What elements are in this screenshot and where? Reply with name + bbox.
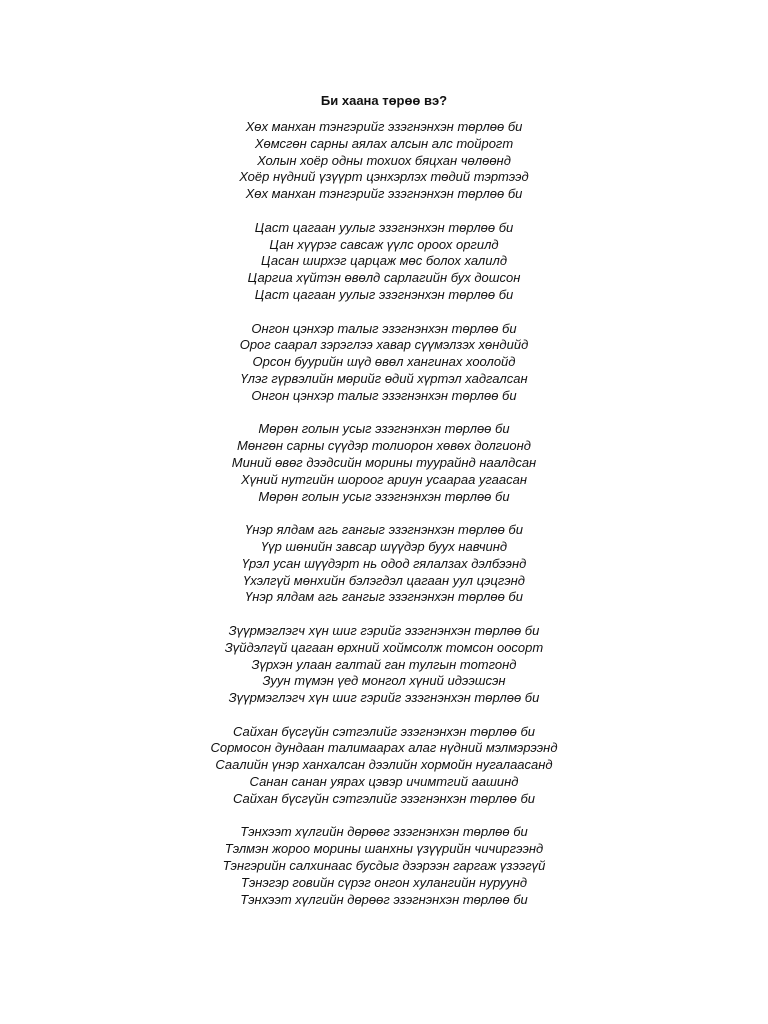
- poem-line: Зүрхэн улаан галтай ган тулгын тотгонд: [251, 656, 517, 672]
- poem-line: Холын хоёр одны тохиох бяцхан чөлөөнд: [257, 152, 511, 168]
- poem-line: Зүүрмэглэгч хүн шиг гэрийг эзэгнэнхэн төрлөө би: [228, 690, 540, 706]
- poem-line: Тэнэгэр говийн сүрэг онгон хулангийн нуруунд: [240, 874, 528, 890]
- poem-line: Үлэг гүрвэлийн мөрийг өдий хүртэл хадгалсан: [240, 370, 528, 386]
- poem-line: Мөрөн голын усыг эзэгнэнхэн төрлөө би: [258, 488, 510, 504]
- poem-line: Цаст цагаан уулыг эзэгнэнхэн төрлөө би: [254, 286, 514, 302]
- stanza: [0, 824, 768, 908]
- poem-line: Хүний нутгийн шороог ариун усаараа угаасан: [240, 471, 528, 487]
- poem-line: Сормосон дундаан талимаарах алаг нүдний мэлмэрээнд: [210, 740, 558, 756]
- stanza: [0, 119, 768, 203]
- poem-line: Зүйдэлгүй цагаан өрхний хоймсолж томсон оосорт: [224, 639, 544, 655]
- poem-line: Онгон цэнхэр талыг эзэгнэнхэн төрлөө би: [251, 320, 517, 336]
- poem-line: Орсон буурийн шүд өвөл хангинах хоолойд: [252, 354, 516, 370]
- poem-line: Хөх манхан тэнгэрийг эзэгнэнхэн төрлөө би: [245, 186, 523, 202]
- poem-line: Саалийн үнэр ханхалсан дээлийн хормойн нугалаасанд: [215, 757, 553, 773]
- poem-line: Зуун түмэн үед монгол хүний идээшсэн: [262, 673, 506, 689]
- poem-line: Үрэл усан шүүдэрт нь одод гялалзах дэлбээнд: [241, 555, 527, 571]
- poem-line: Царгиа хүйтэн өвөлд сарлагийн бух дошсон: [247, 270, 521, 286]
- stanza: [0, 522, 768, 606]
- poem-line: Үхэлгүй мөнхийн бэлэгдэл цагаан уул цэцгэнд: [243, 572, 525, 588]
- poem-line: Санан санан уярах цэвэр ичимтгий аашинд: [249, 774, 519, 790]
- poem-line: Тэлмэн жороо морины шанхны үзүүрийн чичиргээнд: [224, 841, 544, 857]
- poem-line: Орог саарал зэрэглээ хавар сүүмэлзэх хөндийд: [239, 337, 529, 353]
- poem-line: Сайхан бүсгүйн сэтгэлийг эзэгнэнхэн төрлөө би: [232, 723, 535, 739]
- poem-line: Зүүрмэглэгч хүн шиг гэрийг эзэгнэнхэн төрлөө би: [228, 622, 540, 638]
- poem-line: Миний өвөг дээдсийн морины туурайнд наалдсан: [231, 454, 537, 470]
- poem-line: Мөрөн голын усыг эзэгнэнхэн төрлөө би: [258, 421, 510, 437]
- poem-line: Үнэр ялдам агь гангыг эзэгнэнхэн төрлөө би: [245, 589, 523, 605]
- poem-line: Хөх манхан тэнгэрийг эзэгнэнхэн төрлөө би: [245, 119, 523, 134]
- poem-line: Онгон цэнхэр талыг эзэгнэнхэн төрлөө би: [251, 387, 517, 403]
- stanza: [0, 220, 768, 304]
- poem-line: Тэнгэрийн салхинаас бусдыг дээрээн гаргаж үзээгүй: [222, 858, 546, 874]
- poem-line: Цасан ширхэг царцаж мөс болох халилд: [260, 253, 508, 269]
- poem-line: Цан хүүрэг савсаж үүлс ороох оргилд: [269, 236, 499, 252]
- poem-line: Үнэр ялдам агь гангыг эзэгнэнхэн төрлөө би: [245, 522, 523, 538]
- poem-line: Тэнхээт хүлгийн дөрөөг эзэгнэнхэн төрлөө би: [240, 824, 528, 840]
- poem-line: Сайхан бүсгүйн сэтгэлийг эзэгнэнхэн төрлөө би: [232, 790, 535, 806]
- poem-line: Мөнгөн сарны сүүдэр толиорон хөвөх долгионд: [236, 438, 531, 454]
- stanza: [0, 724, 768, 808]
- stanza: [0, 421, 768, 505]
- poem-title: Би хаана төрөө вэ?: [320, 93, 448, 108]
- poem-line: Хоёр нүдний үзүүрт цэнхэрлэх төдий тэртээд: [239, 169, 529, 185]
- poem-line: Тэнхээт хүлгийн дөрөөг эзэгнэнхэн төрлөө би: [240, 891, 528, 907]
- poem-line: Хөмсгөн сарны аялах алсын алс тойрогт: [254, 135, 514, 151]
- poem-line: Үүр шөнийн завсар шүүдэр буух навчинд: [260, 538, 508, 554]
- stanza: [0, 321, 768, 405]
- poem-line: Цаст цагаан уулыг эзэгнэнхэн төрлөө би: [254, 219, 514, 235]
- poem-body: [0, 119, 768, 925]
- stanza: [0, 623, 768, 707]
